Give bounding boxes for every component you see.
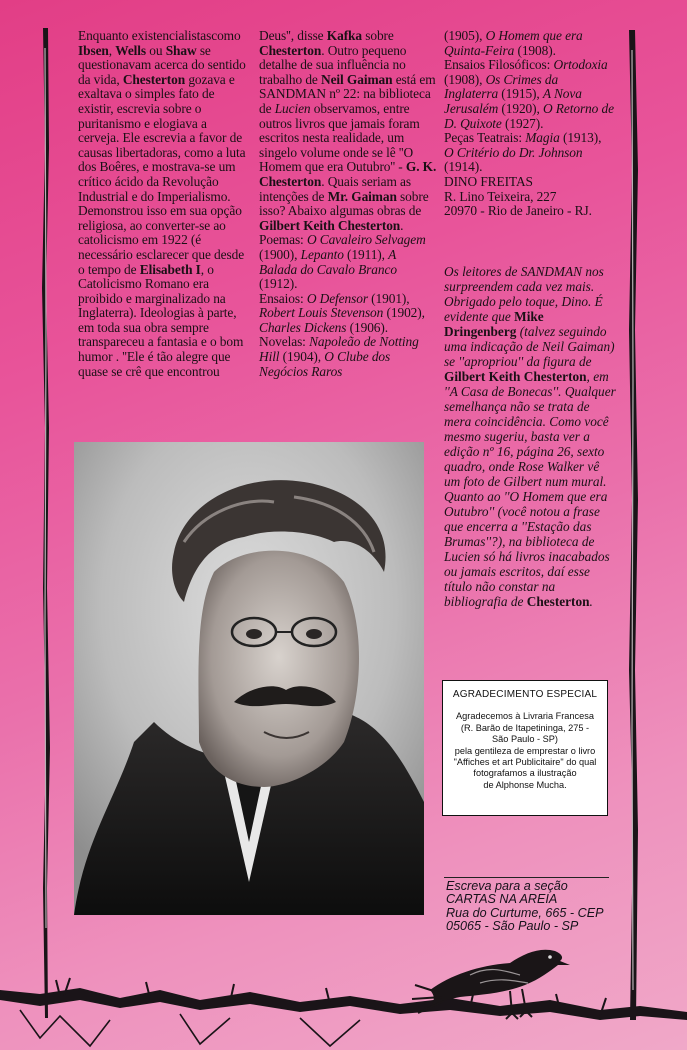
reply-text-run: Chesterton <box>526 594 590 609</box>
col2-text-run: . Quais seriam as intenções de <box>259 173 412 204</box>
mailing-address-line: 05065 - São Paulo - SP <box>446 919 579 934</box>
col3-text-run: A Nova Jerusalém <box>444 86 582 116</box>
mailing-address-line: CARTAS NA AREIA <box>446 892 558 907</box>
special-thanks-line: (R. Barão de Itapetininga, 275 - <box>460 722 590 733</box>
special-thanks-line: "Affiches et art Publicitaire" do qual <box>453 757 597 768</box>
editor-reply <box>444 264 618 609</box>
col3-text-run: (1927). <box>501 115 544 131</box>
special-thanks-title: AGRADECIMENTO ESPECIAL <box>452 689 598 700</box>
col3-text-run: Ensaios Filosóficos: <box>444 57 554 73</box>
col2-text-run: O Cavaleiro Selvagem <box>306 232 426 248</box>
col2-text-run: (1912). <box>259 276 298 292</box>
col1-text-run: Enquanto existencialistas <box>78 28 212 43</box>
special-thanks-box <box>442 680 608 816</box>
reply-text-run: Os leitores de SANDMAN nos surpreendem cada vez mais. Obrigado pelo toque, Dino. É evidente que <box>444 264 604 324</box>
col2-text-run: sobre <box>362 28 394 43</box>
col1-text-run: Chesterton <box>122 71 186 87</box>
col3-text-run: O Homem que era Quinta-Feira <box>444 28 583 58</box>
article-column-3 <box>444 29 614 219</box>
col2-text-run: Novelas: <box>259 334 310 350</box>
col1-text-run: Wells <box>115 42 147 58</box>
col3-text-run: (1914). <box>444 159 483 175</box>
reply-text-run: . <box>589 594 593 609</box>
col1-text-run: Shaw <box>165 42 197 58</box>
col1-text-run: ou <box>146 42 166 58</box>
col2-text-run: Lucien <box>274 100 311 116</box>
col1-text-run: , o Catolicismo Romano era proibido e marginalizado na Inglaterra). Ideologias à parte, em toda sua obra sempre transpareceu a fantasia e o bom humor . ''Ele é tão alegre que quase se crê que encontrou <box>78 261 244 379</box>
col2-text-run: O Defensor <box>306 290 368 306</box>
col3-text-run: Os Crimes da Inglaterra <box>444 71 559 102</box>
col2-text-run: (1904), <box>279 349 325 365</box>
special-thanks-line: São Paulo - SP) <box>492 734 558 745</box>
special-thanks-line: de Alphonse Mucha. <box>483 779 567 790</box>
col2-text-run: sobre isso? Abaixo algumas obras de <box>259 188 429 219</box>
mailing-address-block <box>446 880 616 934</box>
col1-text-run: se questionavam acerca do sentido da vida, <box>78 42 246 87</box>
col1-text-run: Ibsen <box>78 42 109 58</box>
reply-text-run: Mike Dringenberg <box>444 309 544 339</box>
col2-text-run: (1901), <box>367 290 410 306</box>
col3-text-run: O Retorno de D. Quixote <box>444 100 614 131</box>
crow-illustration <box>410 935 580 1025</box>
col1-text-run: gozava e exaltava o simples fato de existir, escrevia sobre o puritanismo e elogiava a cerveja. Ele escrevia a favor de causas libertadoras, como a luta dos Boêres, e mostrava-se um crítico ácido da Revolução Industrial e do Imperialismo. Demonstrou isso em sua opção religiosa, ao converter-se ao catolicismo em 1922 (é necessário esclarecer que desde o tempo de <box>78 71 246 277</box>
col2-text-run: (1906). <box>346 319 388 335</box>
mailing-address-line: Rua do Curtume, 665 - CEP <box>446 905 604 920</box>
article-column-2 <box>259 29 437 379</box>
col2-text-run: G. K. Chesterton <box>259 159 437 189</box>
col2-text-run: A Balada do Cavalo Branco <box>259 246 397 277</box>
reply-text-run: (talvez seguindo uma indicação de Neil Gaiman) se ''apropriou'' da figura de <box>444 324 615 369</box>
col2-text-run: Kafka <box>326 28 362 43</box>
col3-text-run: (1913), <box>559 130 602 146</box>
col2-text-run: Deus'', disse <box>259 28 327 43</box>
article-column-1 <box>78 29 248 379</box>
col3-text-run: Peças Teatrais: <box>444 130 526 146</box>
col3-text-run: (1920), <box>498 100 543 116</box>
col2-text-run: Gilbert Keith Chesterton <box>259 217 401 233</box>
col2-text-run: Chesterton <box>259 42 322 58</box>
col3-text-run: 20970 - Rio de Janeiro - RJ. <box>444 203 592 219</box>
col2-text-run: O Clube dos Negócios Raros <box>259 349 391 379</box>
col3-text-run: Ortodoxia <box>553 57 608 73</box>
divider-line <box>444 877 609 878</box>
chesterton-portrait-photo <box>74 442 424 915</box>
col1-text-run: , <box>108 42 116 58</box>
col3-text-run: O Critério do Dr. Johnson <box>444 144 583 160</box>
col2-text-run: Ensaios: <box>259 290 307 306</box>
special-thanks-line: Agradecemos à Livraria Francesa <box>456 711 594 722</box>
col3-text-run: Magia <box>525 130 560 146</box>
col2-text-run: está em SANDMAN nº 22: na biblioteca de <box>259 71 436 116</box>
col3-text-run: (1908), <box>444 71 486 87</box>
col2-text-run: Robert Louis Stevenson <box>259 305 384 321</box>
col2-text-run: Napoleão de Notting Hill <box>259 334 419 365</box>
mailing-address-line: Escreva para a seção <box>446 879 568 893</box>
col2-text-run: (1911), <box>343 246 389 262</box>
reply-text-run: , em ''A Casa de Bonecas''. Qualquer semelhança não se trata de mera coincidência. Como você mesmo sugeriu, basta ver a edição nº 16, página 26, sexto quadro, onde Rose Walker vê um foto de Gilbert num mural. Quanto ao ''O Homem que era Outubro'' (você notou a frase que encerra a ''Estação das Brumas''?), na biblioteca de Lucien só há livros inacabados ou jamais escritos, daí esse título não constar na bibliografia de <box>444 369 616 609</box>
col2-text-run: Poemas: <box>259 232 307 248</box>
col2-text-run: Neil Gaiman <box>321 71 393 87</box>
col3-text-run: DINO FREITAS <box>444 173 533 189</box>
col3-text-run: (1908). <box>514 42 556 58</box>
col3-text-run: (1905), <box>444 28 486 43</box>
col2-text-run: Mr. Gaiman <box>327 188 397 204</box>
reply-text-run: Gilbert Keith Chesterton <box>444 369 587 384</box>
left-border-decoration <box>40 28 52 1018</box>
col3-text-run: R. Lino Teixeira, 227 <box>444 188 557 204</box>
right-border-decoration <box>626 30 640 1020</box>
col2-text-run: (1900), <box>259 246 301 262</box>
special-thanks-line: pela gentileza de emprestar o livro <box>454 745 596 756</box>
col2-text-run: . Outro pequeno detalhe de sua influência no trabalho de <box>259 42 407 87</box>
col3-text-run: (1915), <box>498 86 543 102</box>
col1-text-run: como <box>211 28 241 43</box>
col1-text-run: Elisabeth I <box>139 261 201 277</box>
bottom-grass-decoration <box>0 960 687 1050</box>
col2-text-run: observamos, entre outros livros que jamais foram escritos nesta realidade, um singelo volume onde se lê ''O Homem que era Outubro'' - <box>259 100 420 175</box>
col2-text-run: Charles Dickens <box>259 319 347 335</box>
col2-text-run: (1902), <box>383 305 425 321</box>
special-thanks-line: fotografamos a ilustração <box>473 768 577 779</box>
col2-text-run: . <box>400 217 404 233</box>
col2-text-run: Lepanto <box>300 246 344 262</box>
